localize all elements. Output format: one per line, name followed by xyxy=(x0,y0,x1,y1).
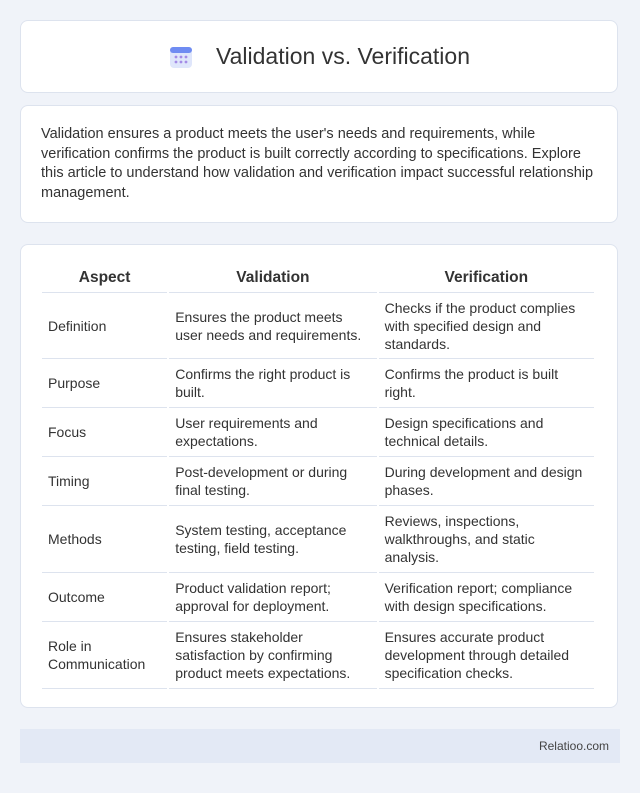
column-header-verification: Verification xyxy=(379,264,594,293)
column-header-aspect: Aspect xyxy=(42,264,167,293)
validation-cell: Confirms the right product is built. xyxy=(169,359,376,408)
page-title: Validation vs. Verification xyxy=(216,43,470,69)
title-card xyxy=(20,20,618,93)
table-row xyxy=(42,408,594,457)
validation-cell: System testing, acceptance testing, field testing. xyxy=(169,506,376,573)
validation-cell: User requirements and expectations. xyxy=(169,408,376,457)
intro-card xyxy=(20,105,618,223)
table-row xyxy=(42,506,594,573)
comparison-table xyxy=(40,264,596,689)
validation-cell: Post-development or during final testing. xyxy=(169,457,376,506)
verification-cell: Design specifications and technical details. xyxy=(379,408,594,457)
aspect-cell: Purpose xyxy=(42,359,167,408)
table-header-row xyxy=(42,264,594,293)
table-row xyxy=(42,457,594,506)
aspect-cell: Role in Communication xyxy=(42,622,167,689)
aspect-cell: Focus xyxy=(42,408,167,457)
footer-brand: Relatioo.com xyxy=(538,739,609,753)
aspect-cell: Timing xyxy=(42,457,167,506)
validation-cell: Ensures stakeholder satisfaction by confirming product meets expectations. xyxy=(169,622,376,689)
verification-cell: During development and design phases. xyxy=(379,457,594,506)
calendar-icon xyxy=(168,44,194,70)
table-row xyxy=(42,359,594,408)
aspect-cell: Methods xyxy=(42,506,167,573)
validation-cell: Product validation report; approval for deployment. xyxy=(169,573,376,622)
column-header-validation: Validation xyxy=(169,264,376,293)
verification-cell: Verification report; compliance with design specifications. xyxy=(379,573,594,622)
verification-cell: Confirms the product is built right. xyxy=(379,359,594,408)
table-row xyxy=(42,293,594,359)
intro-text: Validation ensures a product meets the user's needs and requirements, while verification confirms the product is built correctly according to specifications. Explore this article to understand how validation and verification impact successful relationship management. xyxy=(41,126,594,201)
comparison-table-card xyxy=(20,244,618,708)
table-row xyxy=(42,622,594,689)
table-row xyxy=(42,573,594,622)
verification-cell: Ensures accurate product development through detailed specification checks. xyxy=(379,622,594,689)
validation-cell: Ensures the product meets user needs and requirements. xyxy=(169,293,376,359)
verification-cell: Checks if the product complies with specified design and standards. xyxy=(379,293,594,359)
footer xyxy=(20,729,620,763)
aspect-cell: Definition xyxy=(42,293,167,359)
aspect-cell: Outcome xyxy=(42,573,167,622)
verification-cell: Reviews, inspections, walkthroughs, and static analysis. xyxy=(379,506,594,573)
